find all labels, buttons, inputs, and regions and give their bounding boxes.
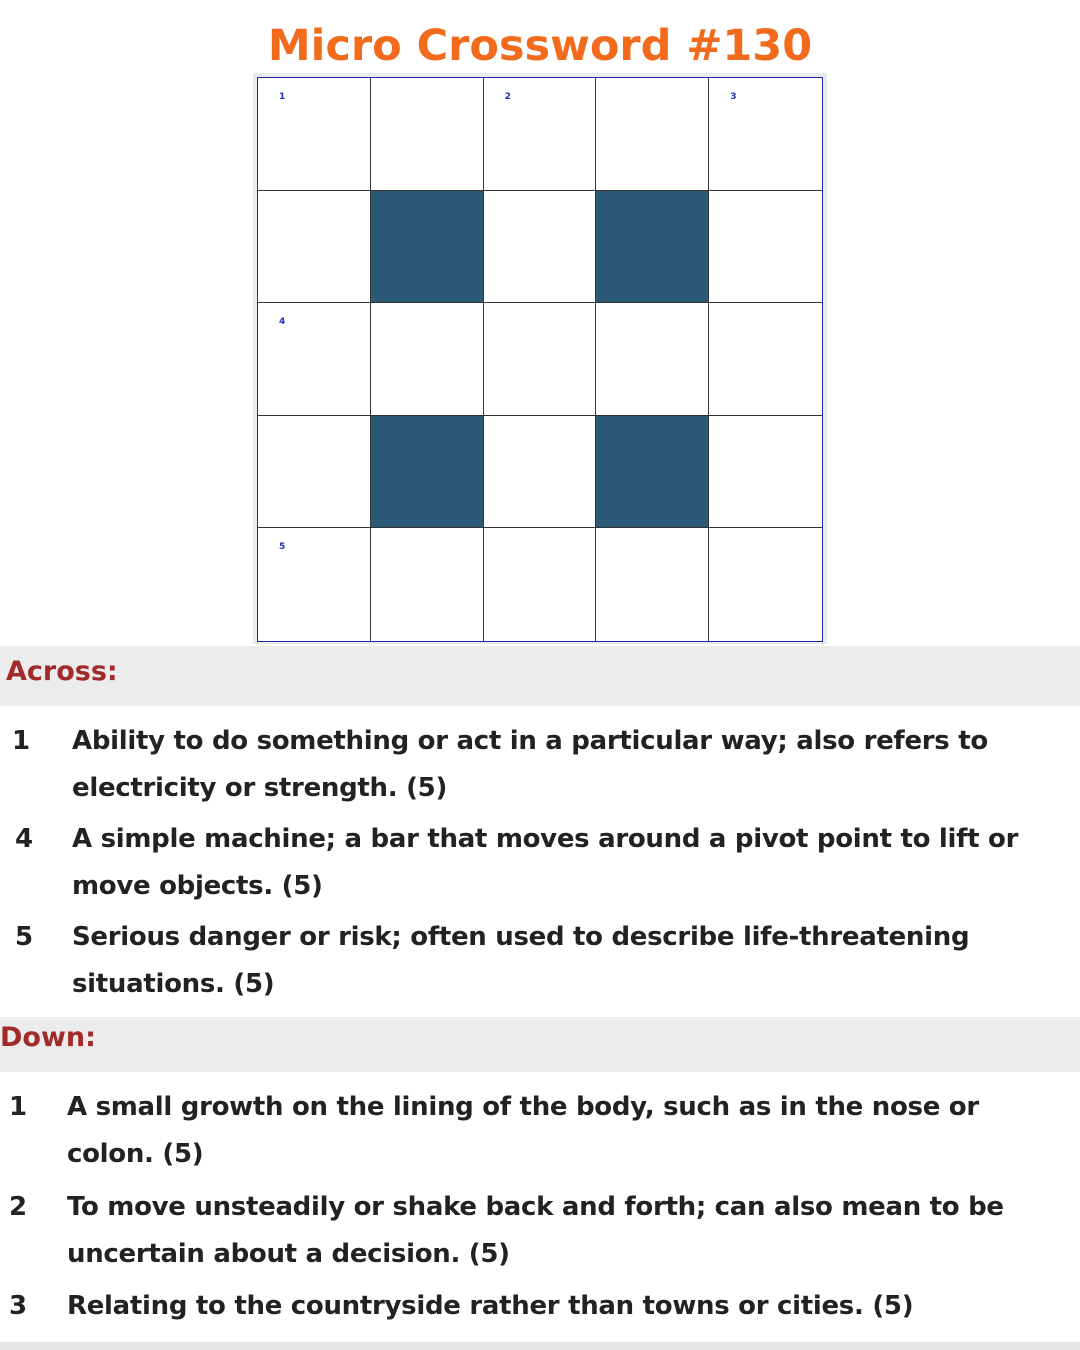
cell-number: 1 — [279, 92, 286, 102]
clue-number: 1 — [9, 1092, 28, 1122]
grid-cell[interactable] — [484, 78, 597, 191]
grid-cell[interactable] — [258, 78, 371, 191]
grid-cell[interactable] — [709, 78, 822, 191]
grid-cell[interactable] — [258, 528, 371, 641]
grid-cell[interactable] — [484, 191, 597, 304]
bottom-divider — [0, 1342, 1080, 1350]
across-heading: Across: — [6, 656, 118, 687]
black-square — [371, 191, 484, 304]
cell-number: 5 — [279, 542, 286, 553]
cell-number: 3 — [730, 92, 737, 102]
clue-number: 2 — [9, 1192, 28, 1222]
grid-cell[interactable] — [484, 416, 597, 529]
cell-number: 4 — [279, 317, 286, 328]
grid-cell[interactable] — [596, 78, 709, 191]
clue-text: Serious danger or risk; often used to describe life-threatening situations. (5) — [72, 922, 970, 999]
grid-cell[interactable] — [484, 528, 597, 641]
grid-cell[interactable] — [709, 416, 822, 529]
grid-cell[interactable] — [371, 528, 484, 641]
grid-cell[interactable] — [258, 416, 371, 529]
clue-number: 3 — [9, 1291, 28, 1321]
grid-cell[interactable] — [596, 303, 709, 416]
grid-cell[interactable] — [709, 528, 822, 641]
grid-cell[interactable] — [258, 191, 371, 304]
cell-number: 2 — [504, 92, 511, 102]
clue-text: A simple machine; a bar that moves around a pivot point to lift or move objects. (5) — [72, 824, 1019, 901]
clue-number: 5 — [15, 922, 34, 952]
clue-text: Relating to the countryside rather than towns or cities. (5) — [67, 1291, 914, 1321]
down-header — [0, 1017, 1080, 1072]
across-header — [0, 646, 1080, 706]
clue-text: Ability to do something or act in a particular way; also refers to electricity or strength. (5) — [72, 726, 988, 803]
puzzle-title: Micro Crossword #130 — [267, 21, 813, 71]
black-square — [596, 416, 709, 529]
grid-cell[interactable] — [709, 191, 822, 304]
grid-cell[interactable] — [709, 303, 822, 416]
clue-number: 4 — [15, 824, 34, 854]
clue-text: To move unsteadily or shake back and forth; can also mean to be uncertain about a decision. (5) — [67, 1192, 1004, 1269]
clue-number: 1 — [12, 726, 31, 756]
grid-cell[interactable] — [596, 528, 709, 641]
grid-cell[interactable] — [371, 78, 484, 191]
down-heading: Down: — [0, 1022, 96, 1053]
crossword-grid — [257, 77, 823, 642]
black-square — [371, 416, 484, 529]
black-square — [596, 191, 709, 304]
grid-cell[interactable] — [484, 303, 597, 416]
clue-text: A small growth on the lining of the body, such as in the nose or colon. (5) — [67, 1092, 979, 1169]
grid-cell[interactable] — [371, 303, 484, 416]
grid-cell[interactable] — [258, 303, 371, 416]
